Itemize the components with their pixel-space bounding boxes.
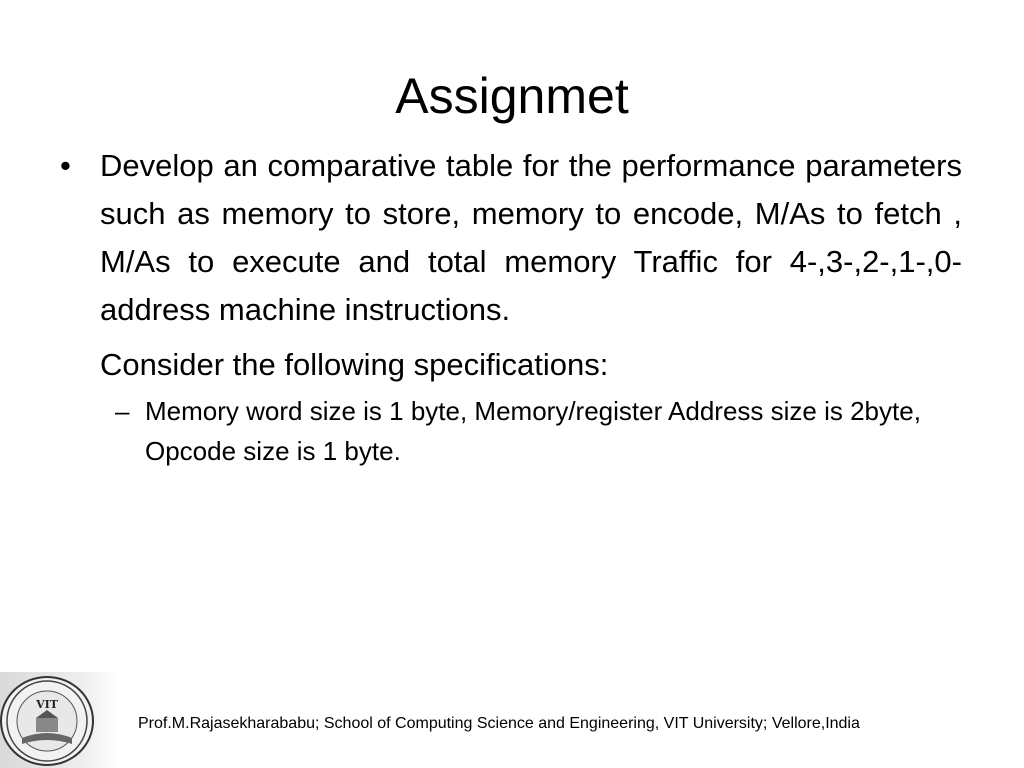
seal-text: VIT xyxy=(36,698,58,711)
bullet-item xyxy=(60,142,962,334)
sub-bullet-text: Memory word size is 1 byte, Memory/register Address size is 2byte, Opcode size is 1 byte. xyxy=(145,396,921,466)
specifications-heading: Consider the following specifications: xyxy=(100,347,609,382)
slide-title: Assignmet xyxy=(395,68,629,124)
bullet-marker: • xyxy=(60,148,71,183)
sub-bullet-item xyxy=(60,391,962,471)
sub-bullet-marker: – xyxy=(115,396,130,426)
footer-text: Prof.M.Rajasekharababu; School of Computing Science and Engineering, VIT University; Vellore,India xyxy=(138,715,860,732)
university-seal-icon xyxy=(0,676,94,766)
bullet-text: Develop an comparative table for the performance parameters such as memory to store, memory to encode, M/As to fetch , M/As to execute and total memory Traffic for 4-,3-,2-,1-,0- address machine instructions. xyxy=(100,148,962,327)
logo-area xyxy=(0,672,120,768)
slide-content xyxy=(60,142,962,471)
seal-graphic xyxy=(2,678,92,764)
